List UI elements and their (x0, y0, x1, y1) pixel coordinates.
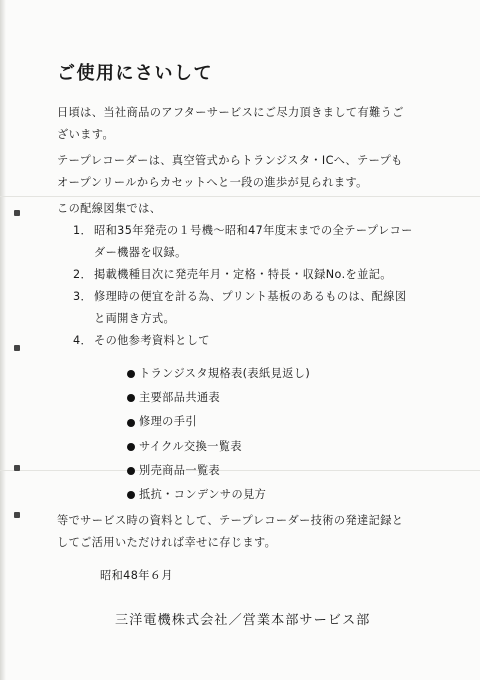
page-title: ご使用にさいして (57, 63, 213, 84)
list-item-number: 3． (73, 290, 93, 303)
list-item-number: 4． (73, 334, 93, 347)
tape-history-line: テープレコーダーは、真空管式からトランジスタ・ICへ、テープも (57, 154, 403, 167)
reference-item (127, 362, 310, 386)
intro-line: 日頃は、当社商品のアフターサービスにご尽力頂きまして有難うご (57, 106, 404, 119)
list-item-line: と両開き方式。 (94, 312, 176, 325)
list-item-text (94, 286, 463, 330)
intro-paragraph (57, 102, 457, 146)
list-item-number: 1． (73, 224, 93, 237)
publication-date: 昭和48年６月 (100, 569, 173, 582)
bullet-icon (127, 394, 135, 402)
reference-label: 主要部品共通表 (139, 391, 221, 405)
reference-label: サイクル交換一覧表 (139, 439, 242, 453)
reference-item (127, 435, 310, 459)
bullet-icon (127, 467, 135, 475)
list-item-text: 掲載機種目次に発売年月・定格・特長・収録No.を並記。 (94, 268, 392, 281)
list-item-text (94, 220, 463, 264)
binding-edge-shadow (0, 0, 6, 680)
binding-hole-mark (14, 512, 20, 518)
list-item-text: その他参考資料として (94, 334, 210, 347)
binding-hole-mark (14, 345, 20, 351)
reference-label: 修理の手引 (139, 415, 197, 429)
closing-line: 等でサービス時の資料として、テープレコーダー技術の発達記録と (57, 514, 404, 527)
closing-line: してご活用いただければ幸せに存じます。 (57, 536, 277, 549)
reference-item (127, 410, 310, 434)
tape-history-paragraph (57, 150, 457, 194)
tape-history-line: オープンリールからカセットへと一段の進歩が見られます。 (57, 176, 368, 189)
binding-hole-mark (14, 210, 20, 216)
intro-line: ざいます。 (57, 128, 115, 141)
binding-hole-mark (14, 465, 20, 471)
bullet-icon (127, 491, 135, 499)
list-item-line: ダー機器を収録。 (94, 246, 187, 259)
bullet-icon (127, 370, 135, 378)
closing-paragraph (57, 510, 457, 554)
list-item (73, 330, 463, 352)
list-item (73, 220, 463, 264)
reference-item (127, 483, 310, 507)
bullet-icon (127, 443, 135, 451)
reference-label: 抵抗・コンデンサの見方 (139, 488, 267, 502)
paper-fold-line (0, 196, 480, 197)
lead-sentence: この配線図集では、 (57, 202, 162, 215)
reference-list (127, 362, 310, 507)
reference-item (127, 459, 310, 483)
reference-label: 別売商品一覧表 (139, 463, 221, 477)
bullet-icon (127, 419, 135, 427)
list-item (73, 264, 463, 286)
reference-label: トランジスタ規格表(表紙見返し) (139, 367, 311, 380)
list-item (73, 286, 463, 330)
list-item-line: 昭和35年発売の１号機〜昭和47年度末までの全テープレコー (94, 224, 413, 237)
list-item-line: 修理時の便宜を計る為、プリント基板のあるものは、配線図 (94, 290, 407, 303)
reference-item (127, 386, 310, 410)
company-signature: 三洋電機株式会社／営業本部サービス部 (115, 613, 371, 628)
feature-list (73, 220, 463, 352)
list-item-number: 2． (73, 268, 93, 281)
